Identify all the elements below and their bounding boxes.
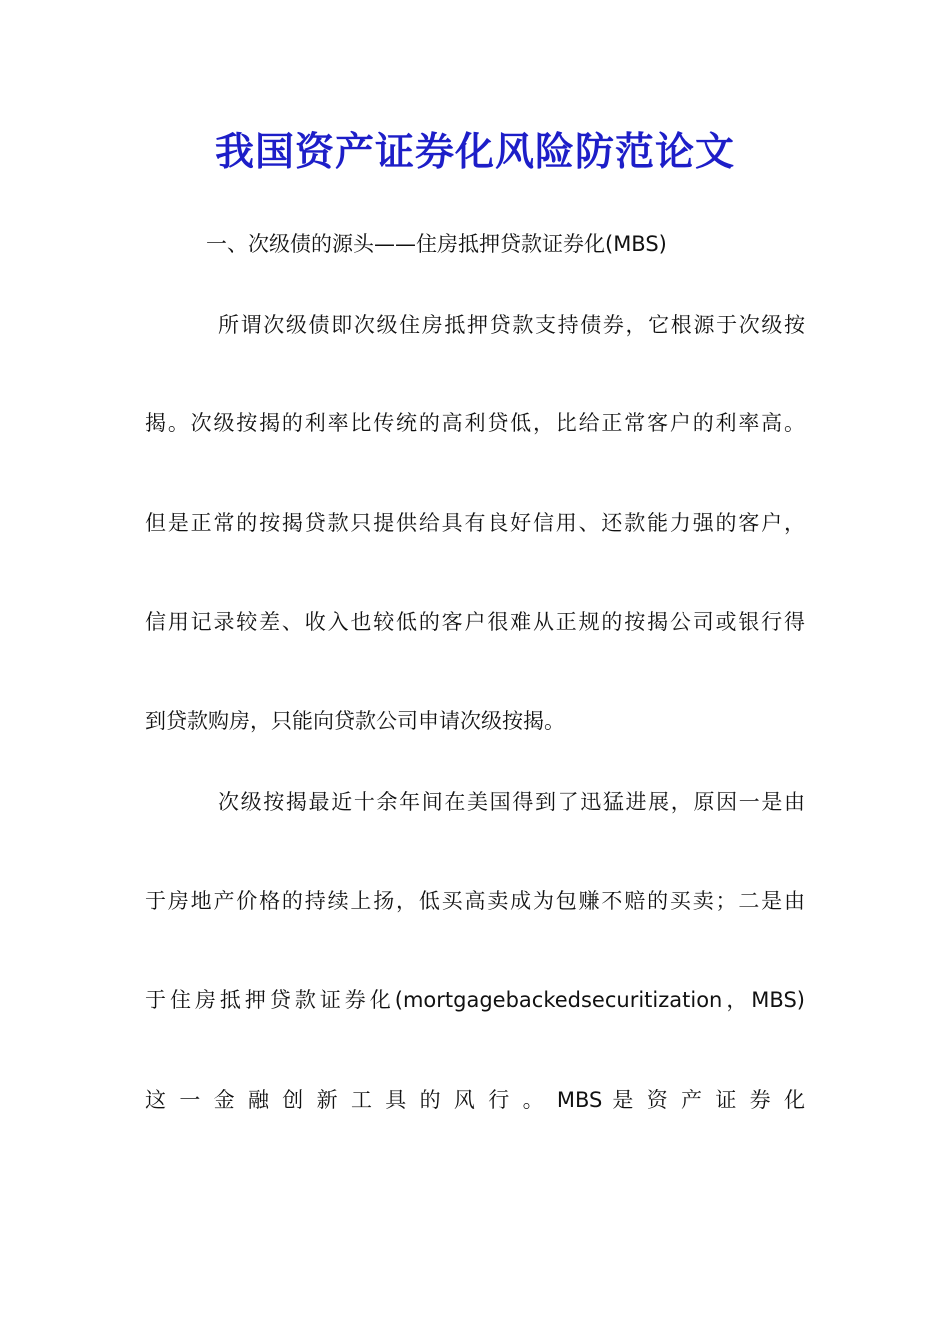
paragraph-1-line-3: 但是正常的按揭贷款只提供给具有良好信用、还款能力强的客户， (145, 511, 805, 535)
paragraph-2-line-4: 这 一 金 融 创 新 工 具 的 风 行 。 MBS 是 资 产 证 券 化 (145, 1088, 805, 1112)
paragraph-2-line-3: 于住房抵押贷款证券化(mortgagebackedsecuritization，MBS) (145, 988, 805, 1012)
paragraph-1-line-2: 揭。次级按揭的利率比传统的高利贷低，比给正常客户的利率高。 (145, 411, 805, 435)
paragraph-1-line-1: 所谓次级债即次级住房抵押贷款支持债券，它根源于次级按 (218, 313, 805, 337)
paragraph-1-line-5: 到贷款购房，只能向贷款公司申请次级按揭。 (145, 709, 565, 733)
paragraph-1-line-4: 信用记录较差、收入也较低的客户很难从正规的按揭公司或银行得 (145, 610, 805, 634)
section-heading: 一、次级债的源头——住房抵押贷款证券化(MBS) (206, 232, 667, 256)
paragraph-2-line-2: 于房地产价格的持续上扬，低买高卖成为包赚不赔的买卖；二是由 (145, 889, 805, 913)
document-title: 我国资产证券化风险防范论文 (214, 129, 735, 175)
paragraph-2-line-1: 次级按揭最近十余年间在美国得到了迅猛进展，原因一是由 (218, 790, 805, 814)
